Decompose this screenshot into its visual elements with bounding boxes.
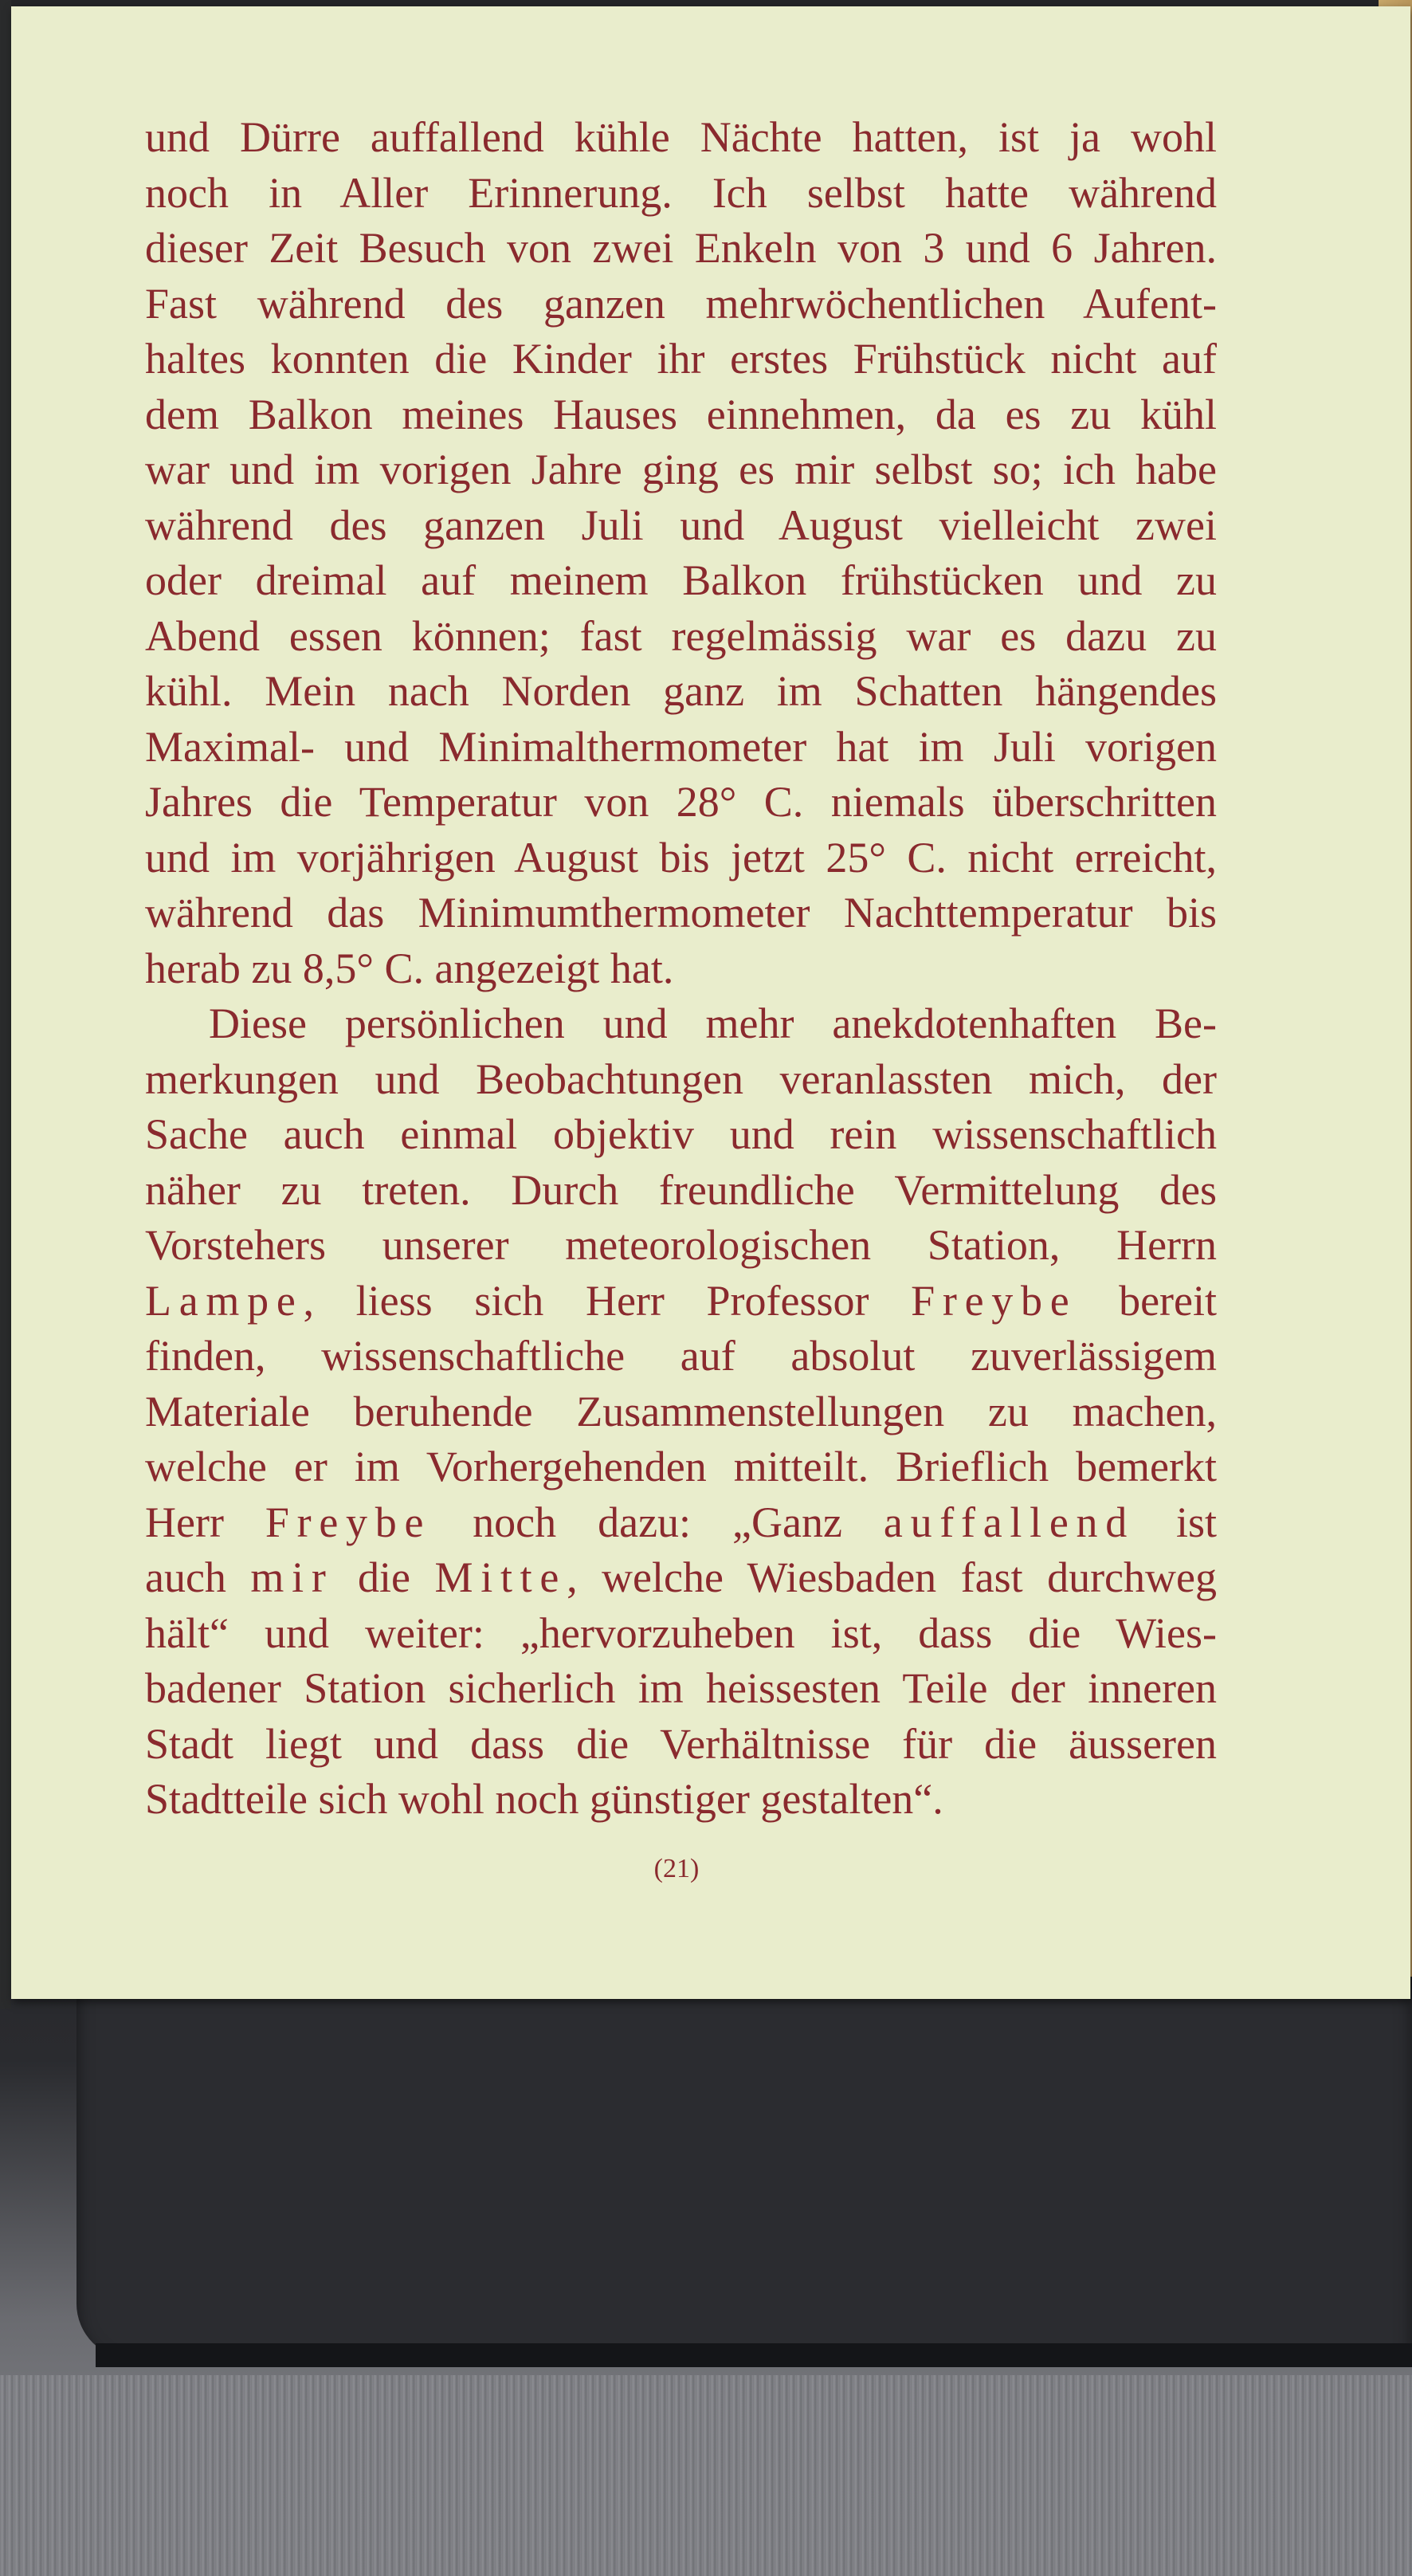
text-line: kühl. Mein nach Norden ganz im Schatten hängendes <box>145 667 1217 715</box>
line-fragment: noch dazu: „Ganz <box>431 1498 884 1546</box>
text-line: herab zu 8,5° C. angezeigt hat. <box>145 944 674 992</box>
text-line: noch in Aller Erinnerung. Ich selbst hatte während <box>145 168 1217 217</box>
backing-board-edge <box>96 2343 1412 2367</box>
text-line: Vorstehers unserer meteorologischen Station, Herrn <box>145 1221 1217 1269</box>
text-line: während das Minimumthermometer Nachttemperatur bis <box>145 889 1217 937</box>
text-line: während des ganzen Juli und August vielleicht zwei <box>145 501 1217 549</box>
text-line: haltes konnten die Kinder ihr erstes Frühstück nicht auf <box>145 335 1217 383</box>
text-line: und Dürre auffallend kühle Nächte hatten, ist ja wohl <box>145 113 1217 161</box>
binding-strip <box>0 0 11 2009</box>
text-line: war und im vorigen Jahre ging es mir selbst so; ich habe <box>145 446 1217 493</box>
text-line: finden, wissenschaftliche auf absolut zuverlässigem <box>145 1332 1217 1380</box>
text-line <box>145 1550 1217 1606</box>
text-line: hält“ und weiter: „hervorzuheben ist, dass die Wies- <box>145 1608 1217 1657</box>
spaced-emphasis: auffallend <box>883 1498 1135 1546</box>
spaced-emphasis: Mitte <box>434 1553 567 1601</box>
text-line: Sache auch einmal objektiv und rein wissenschaftlich <box>145 1110 1217 1158</box>
text-line: Fast während des ganzen mehrwöchentlichen Aufent- <box>145 279 1217 328</box>
text-line: dem Balkon meines Hauses einnehmen, da es zu kühl <box>145 390 1217 438</box>
line-fragment: die <box>333 1553 435 1601</box>
page-text <box>145 110 1217 1828</box>
line-fragment: auch <box>145 1553 251 1601</box>
text-line: Diese persönlichen und mehr anekdotenhaften Be- <box>209 999 1217 1047</box>
text-line: näher zu treten. Durch freundliche Vermittelung des <box>145 1165 1217 1214</box>
text-line: Maximal- und Minimalthermometer hat im Juli vorigen <box>145 722 1217 771</box>
line-fragment: Herr <box>145 1498 265 1546</box>
line-fragment: , liess sich Herr Professor <box>303 1276 912 1325</box>
text-line: oder dreimal auf meinem Balkon frühstücken und zu <box>145 556 1217 604</box>
spaced-emphasis: mir <box>250 1553 334 1601</box>
text-line: badener Station sicherlich im heissesten Teile der inneren <box>145 1664 1217 1712</box>
spaced-name: Lampe <box>145 1276 304 1325</box>
page-number: (21) <box>653 1854 700 1883</box>
text-line: Abend essen können; fast regelmässig war es dazu zu <box>145 611 1217 660</box>
text-line: Materiale beruhende Zusammenstellungen zu machen, <box>145 1387 1217 1435</box>
text-line: dieser Zeit Besuch von zwei Enkeln von 3 und 6 Jahren. <box>145 224 1217 272</box>
text-line: und im vorjährigen August bis jetzt 25° C. nicht erreicht, <box>145 833 1217 882</box>
text-line: Jahres die Temperatur von 28° C. niemals überschritten <box>145 778 1217 826</box>
text-line: merkungen und Beobachtungen veranlassten mich, der <box>145 1054 1217 1103</box>
line-fragment: ist <box>1135 1498 1217 1546</box>
text-line: Stadtteile sich wohl noch günstiger gestalten“. <box>145 1775 943 1823</box>
backing-board <box>76 1977 1412 2359</box>
text-line: welche er im Vorhergehenden mitteilt. Brieflich bemerkt <box>145 1443 1217 1490</box>
spaced-name: Freybe <box>265 1498 432 1546</box>
text-line <box>145 1274 1217 1329</box>
text-line: Stadt liegt und dass die Verhältnisse für die äusseren <box>145 1719 1217 1768</box>
table-surface <box>0 2375 1412 2576</box>
text-line <box>145 1495 1217 1551</box>
spaced-name: Freybe <box>911 1276 1077 1325</box>
book-page <box>11 6 1410 1999</box>
line-fragment: , welche Wiesbaden fast durchweg <box>567 1553 1217 1601</box>
line-fragment: bereit <box>1077 1276 1217 1325</box>
